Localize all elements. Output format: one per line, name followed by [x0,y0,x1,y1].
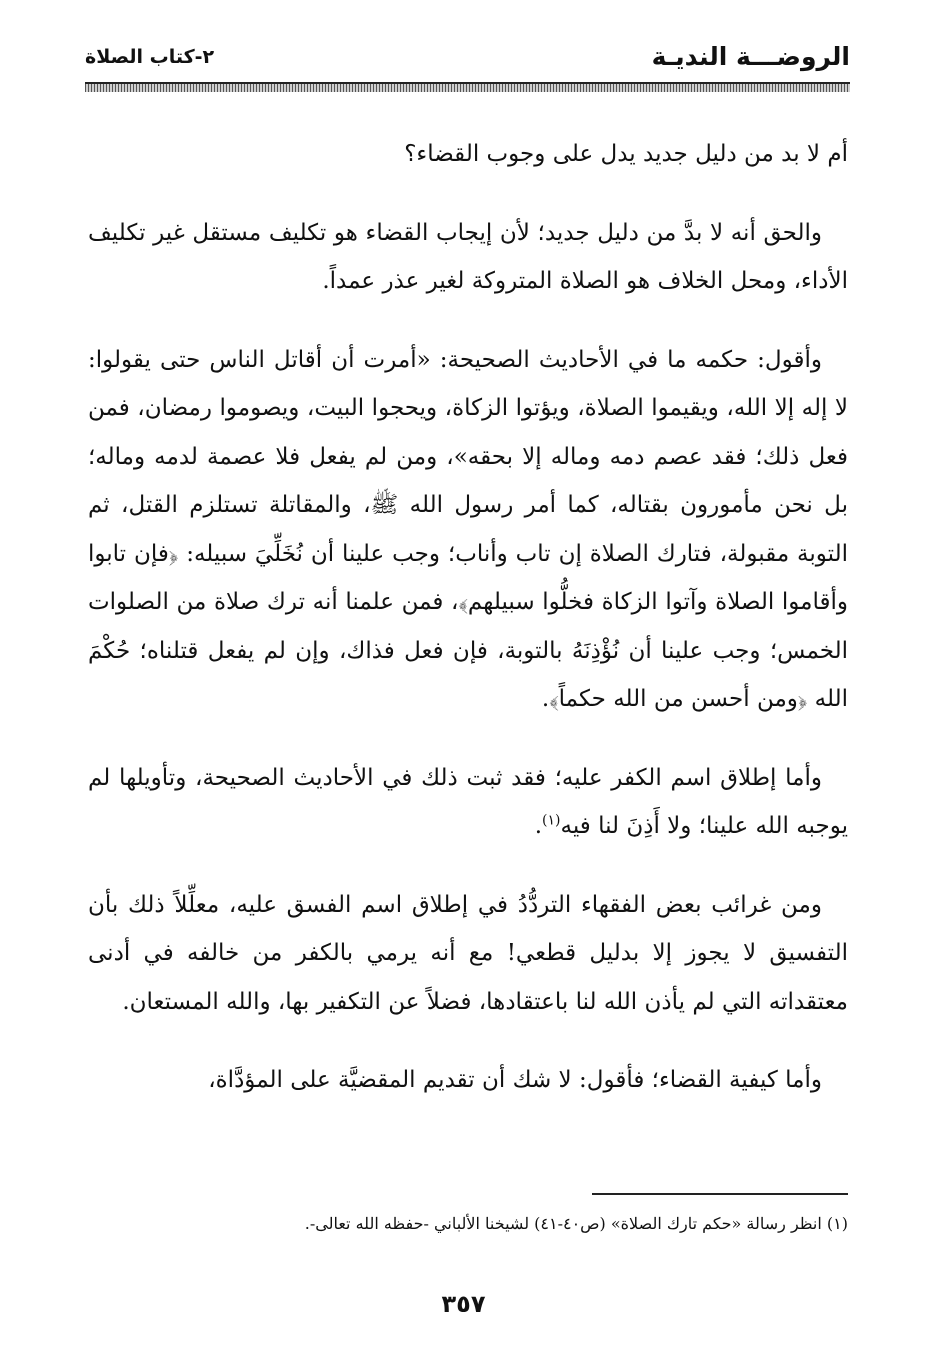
paragraph-4-text: وأما إطلاق اسم الكفر عليه؛ فقد ثبت ذلك في الأحاديث الصحيحة، وتأويلها لم يوجبه الله علينا؛ ولا أَذِنَ لنا فيه [88,764,848,839]
paragraph-4-end: . [534,813,543,839]
paragraph-4 [88,754,848,851]
footnote-divider [592,1193,848,1195]
footnote-reference[interactable]: (١) [542,812,561,829]
paragraph-6: وأما كيفية القضاء؛ فأقول: لا شك أن تقديم المقضيَّة على المؤدَّاة، [208,1067,822,1093]
header-divider [85,82,850,92]
book-title: الروضـــة النديـة [651,42,850,71]
chapter-title: ٢-كتاب الصلاة [85,46,215,68]
footnote: (١) انظر رسالة «حكم تارك الصلاة» (ص٤٠-٤١) لشيخنا الألباني -حفظه الله تعالى-. [304,1214,848,1233]
running-header [85,40,850,80]
paragraph-3: وأقول: حكمه ما في الأحاديث الصحيحة: «أمرت أن أقاتل الناس حتى يقولوا: لا إله إلا الله، ويقيموا الصلاة، ويؤتوا الزكاة، ويحجوا البيت، ويصوموا رمضان، فمن فعل ذلك؛ فقد عصم دمه وماله إلا بحقه»، ومن لم يفعل فلا عصمة لدمه وماله؛ بل نحن مأمورون بقتاله، كما أمر رسول الله ﷺ، والمقاتلة تستلزم القتل، ثم التوبة مقبولة، فتارك الصلاة إن تاب وأناب؛ وجب علينا أن نُخَلِّيَ سبيله: ﴿فإن تابوا وأقاموا الصلاة وآتوا الزكاة فخلُّوا سبيلهم﴾، فمن علمنا أنه ترك صلاة من الصلوات الخمس؛ وجب علينا أن نُؤْذِنَهُ بالتوبة، فإن فعل فذاك، وإن لم يفعل قتلناه؛ حُكْمَ الله ﴿ومن أحسن من الله حكماً﴾. [88,346,848,712]
page-number: ٣٥٧ [441,1290,486,1318]
paragraph-1: أم لا بد من دليل جديد يدل على وجوب القضاء؟ [404,141,848,167]
main-text [88,130,848,1135]
paragraph-2: والحق أنه لا بدَّ من دليل جديد؛ لأن إيجاب القضاء هو تكليف مستقل غير تكليف الأداء، ومحل الخلاف هو الصلاة المتروكة لغير عذر عمداً. [88,219,848,294]
paragraph-5: ومن غرائب بعض الفقهاء التردُّدُ في إطلاق اسم الفسق عليه، معلِّلاً ذلك بأن التفسيق لا يجوز إلا بدليل قطعي! مع أنه يرمي بالكفر من خالفه في أدنى معتقداته التي لم يأذن الله لنا باعتقادها، فضلاً عن التكفير بها، والله المستعان. [88,891,848,1015]
